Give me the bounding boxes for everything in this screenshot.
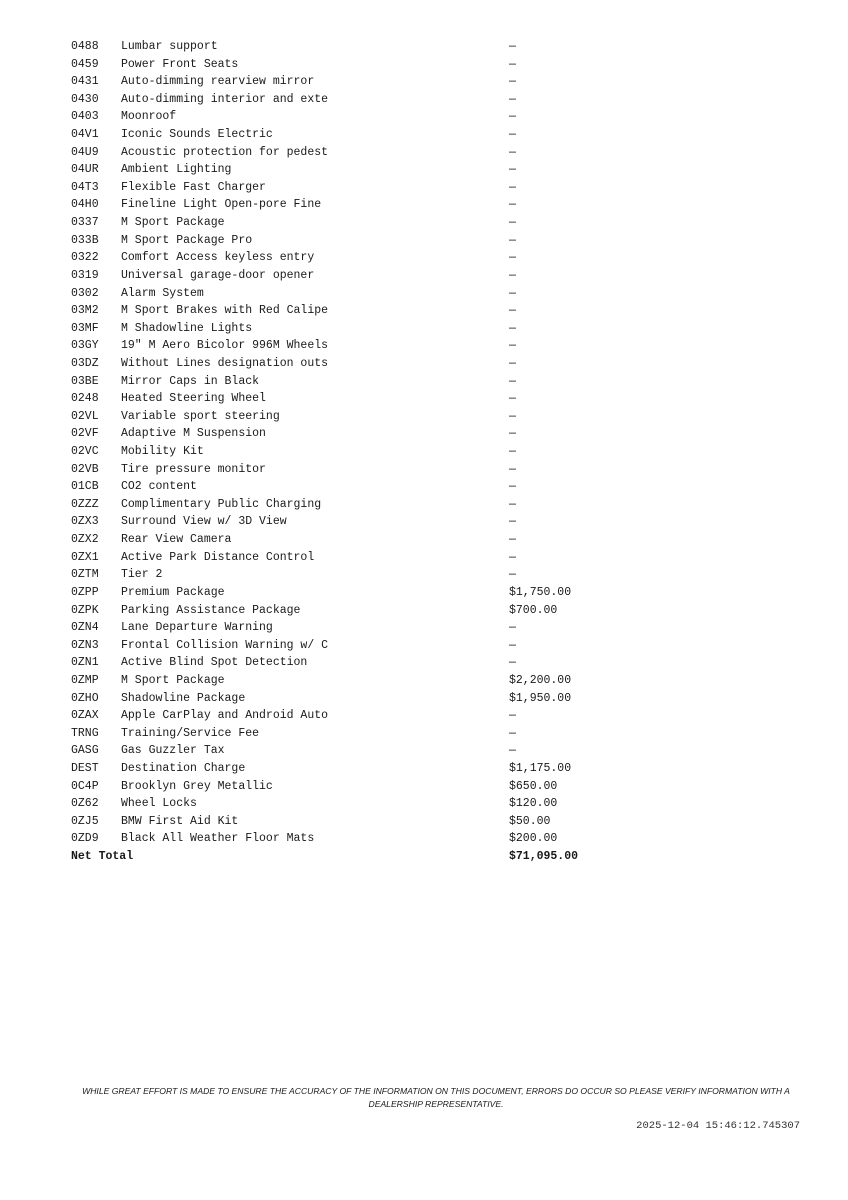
option-price: — xyxy=(509,638,516,652)
option-row xyxy=(71,654,631,672)
net-total-row xyxy=(71,848,631,866)
option-price: — xyxy=(509,57,516,71)
option-price: $1,750.00 xyxy=(509,585,572,599)
option-code: 04T3 xyxy=(71,180,99,194)
option-price: — xyxy=(509,726,516,740)
option-description: BMW First Aid Kit xyxy=(121,814,239,828)
option-row xyxy=(71,690,631,708)
option-code: 033B xyxy=(71,233,99,247)
option-row xyxy=(71,813,631,831)
option-description: Without Lines designation outs xyxy=(121,356,329,370)
option-code: 0ZHO xyxy=(71,691,99,705)
option-code: 0Z62 xyxy=(71,797,99,811)
option-description: M Sport Package xyxy=(121,216,225,230)
option-row xyxy=(71,531,631,549)
option-price: $120.00 xyxy=(509,797,558,811)
option-code: 0403 xyxy=(71,110,99,124)
option-code: 03BE xyxy=(71,374,99,388)
option-description: Power Front Seats xyxy=(121,57,239,71)
option-description: M Shadowline Lights xyxy=(121,321,253,335)
option-price: $50.00 xyxy=(509,814,551,828)
option-description: Universal garage-door opener xyxy=(121,268,315,282)
option-price: $2,200.00 xyxy=(509,673,572,687)
option-price: — xyxy=(509,374,516,388)
option-price: $700.00 xyxy=(509,603,558,617)
option-code: 0ZMP xyxy=(71,673,99,687)
option-description: Auto-dimming rearview mirror xyxy=(121,75,315,89)
option-description: Wheel Locks xyxy=(121,797,197,811)
option-price: — xyxy=(509,233,516,247)
option-row xyxy=(71,267,631,285)
option-code: 0ZX1 xyxy=(71,550,99,564)
option-price: — xyxy=(509,709,516,723)
option-row xyxy=(71,584,631,602)
option-code: 0248 xyxy=(71,392,99,406)
option-price: — xyxy=(509,515,516,529)
option-description: Complimentary Public Charging xyxy=(121,497,322,511)
option-description: Comfort Access keyless entry xyxy=(121,251,315,265)
option-price: — xyxy=(509,497,516,511)
option-description: Rear View Camera xyxy=(121,533,232,547)
option-price: — xyxy=(509,392,516,406)
option-price: — xyxy=(509,198,516,212)
option-row xyxy=(71,355,631,373)
option-price: $200.00 xyxy=(509,832,558,846)
option-description: Shadowline Package xyxy=(121,691,246,705)
option-code: 03M2 xyxy=(71,304,99,318)
option-row xyxy=(71,126,631,144)
option-row xyxy=(71,496,631,514)
option-price: — xyxy=(509,268,516,282)
option-description: Parking Assistance Package xyxy=(121,603,301,617)
option-description: M Sport Package Pro xyxy=(121,233,253,247)
option-price: — xyxy=(509,75,516,89)
option-row xyxy=(71,795,631,813)
option-code: 0459 xyxy=(71,57,99,71)
option-row xyxy=(71,38,631,56)
option-description: Tier 2 xyxy=(121,568,163,582)
option-code: 04UR xyxy=(71,163,99,177)
option-row xyxy=(71,108,631,126)
option-row xyxy=(71,196,631,214)
option-code: 04V1 xyxy=(71,128,99,142)
option-row xyxy=(71,637,631,655)
option-row xyxy=(71,337,631,355)
option-code: 0ZPP xyxy=(71,585,99,599)
option-description: Active Park Distance Control xyxy=(121,550,315,564)
option-price: — xyxy=(509,110,516,124)
option-description: Fineline Light Open-pore Fine xyxy=(121,198,322,212)
option-code: 0319 xyxy=(71,268,99,282)
option-row xyxy=(71,742,631,760)
option-row xyxy=(71,144,631,162)
option-code: 0ZX3 xyxy=(71,515,99,529)
option-row xyxy=(71,214,631,232)
option-price: — xyxy=(509,427,516,441)
option-row xyxy=(71,232,631,250)
option-price: — xyxy=(509,251,516,265)
option-row xyxy=(71,179,631,197)
option-description: Training/Service Fee xyxy=(121,726,260,740)
option-code: GASG xyxy=(71,744,99,758)
option-description: Premium Package xyxy=(121,585,225,599)
options-table xyxy=(71,38,631,866)
option-price: — xyxy=(509,656,516,670)
option-row xyxy=(71,161,631,179)
option-description: Auto-dimming interior and exte xyxy=(121,92,329,106)
option-description: Surround View w/ 3D View xyxy=(121,515,287,529)
option-row xyxy=(71,707,631,725)
option-price: — xyxy=(509,40,516,53)
option-description: Heated Steering Wheel xyxy=(121,392,266,406)
option-row xyxy=(71,461,631,479)
option-row xyxy=(71,425,631,443)
option-row xyxy=(71,285,631,303)
option-code: TRNG xyxy=(71,726,99,740)
option-price: — xyxy=(509,286,516,300)
options-list xyxy=(71,38,631,848)
option-price: — xyxy=(509,480,516,494)
option-code: 02VB xyxy=(71,462,99,476)
option-code: 0C4P xyxy=(71,779,99,793)
option-row xyxy=(71,478,631,496)
option-description: Flexible Fast Charger xyxy=(121,180,266,194)
option-row xyxy=(71,566,631,584)
option-code: 0302 xyxy=(71,286,99,300)
option-description: Lumbar support xyxy=(121,40,218,53)
option-row xyxy=(71,778,631,796)
option-row xyxy=(71,443,631,461)
option-price: — xyxy=(509,128,516,142)
option-row xyxy=(71,619,631,637)
option-description: M Sport Brakes with Red Calipe xyxy=(121,304,329,318)
option-row xyxy=(71,56,631,74)
option-code: 03DZ xyxy=(71,356,99,370)
option-row xyxy=(71,320,631,338)
net-total-label: Net Total xyxy=(71,850,134,864)
option-description: Variable sport steering xyxy=(121,409,280,423)
option-price: — xyxy=(509,744,516,758)
option-description: M Sport Package xyxy=(121,673,225,687)
option-price: — xyxy=(509,163,516,177)
net-total-spacer xyxy=(121,848,509,866)
option-price: — xyxy=(509,304,516,318)
option-description: Acoustic protection for pedest xyxy=(121,145,329,159)
disclaimer-text: WHILE GREAT EFFORT IS MADE TO ENSURE THE ACCURACY OF THE INFORMATION ON THIS DOCUMENT, ERRORS DO OCCUR SO PLEASE VERIFY INFORMATION WITH A DEALERSHIP REPRESENTATIVE. xyxy=(82,1086,790,1109)
option-price: — xyxy=(509,533,516,547)
option-description: Moonroof xyxy=(121,110,177,124)
option-price: $1,175.00 xyxy=(509,761,572,775)
option-price: — xyxy=(509,216,516,230)
option-code: 0ZJ5 xyxy=(71,814,99,828)
option-code: 0ZN1 xyxy=(71,656,99,670)
option-description: Lane Departure Warning xyxy=(121,621,273,635)
option-code: 02VL xyxy=(71,409,99,423)
option-description: Gas Guzzler Tax xyxy=(121,744,225,758)
option-code: 02VF xyxy=(71,427,99,441)
option-code: 0ZD9 xyxy=(71,832,99,846)
option-code: 03GY xyxy=(71,339,99,353)
option-row xyxy=(71,390,631,408)
option-description: Brooklyn Grey Metallic xyxy=(121,779,273,793)
option-description: Iconic Sounds Electric xyxy=(121,128,273,142)
option-description: Destination Charge xyxy=(121,761,246,775)
option-code: 0ZN4 xyxy=(71,621,99,635)
option-code: 0430 xyxy=(71,92,99,106)
option-code: 04H0 xyxy=(71,198,99,212)
option-code: 0322 xyxy=(71,251,99,265)
option-code: 0488 xyxy=(71,40,99,53)
option-price: — xyxy=(509,568,516,582)
option-code: 02VC xyxy=(71,445,99,459)
option-code: 0ZZZ xyxy=(71,497,99,511)
option-row xyxy=(71,760,631,778)
option-code: 01CB xyxy=(71,480,99,494)
option-price: — xyxy=(509,180,516,194)
option-row xyxy=(71,830,631,848)
option-description: CO2 content xyxy=(121,480,197,494)
option-code: 0ZN3 xyxy=(71,638,99,652)
option-price: — xyxy=(509,339,516,353)
option-description: Black All Weather Floor Mats xyxy=(121,832,315,846)
option-description: 19" M Aero Bicolor 996M Wheels xyxy=(121,339,329,353)
option-row xyxy=(71,73,631,91)
option-description: Ambient Lighting xyxy=(121,163,232,177)
option-price: — xyxy=(509,409,516,423)
option-description: Adaptive M Suspension xyxy=(121,427,266,441)
option-code: 0431 xyxy=(71,75,99,89)
print-timestamp: 2025-12-04 15:46:12.745307 xyxy=(636,1120,800,1132)
option-description: Mirror Caps in Black xyxy=(121,374,260,388)
option-row xyxy=(71,373,631,391)
option-row xyxy=(71,408,631,426)
option-price: $1,950.00 xyxy=(509,691,572,705)
option-row xyxy=(71,672,631,690)
option-price: — xyxy=(509,621,516,635)
option-description: Mobility Kit xyxy=(121,445,204,459)
option-code: 04U9 xyxy=(71,145,99,159)
option-price: — xyxy=(509,462,516,476)
option-row xyxy=(71,513,631,531)
option-code: 0ZAX xyxy=(71,709,99,723)
option-price: — xyxy=(509,550,516,564)
option-description: Tire pressure monitor xyxy=(121,462,266,476)
option-row xyxy=(71,91,631,109)
option-code: 0ZPK xyxy=(71,603,99,617)
option-code: 03MF xyxy=(71,321,99,335)
option-price: — xyxy=(509,321,516,335)
option-description: Frontal Collision Warning w/ C xyxy=(121,638,329,652)
option-price: $650.00 xyxy=(509,779,558,793)
option-row xyxy=(71,549,631,567)
option-price: — xyxy=(509,356,516,370)
option-row xyxy=(71,602,631,620)
option-price: — xyxy=(509,92,516,106)
option-description: Active Blind Spot Detection xyxy=(121,656,308,670)
option-code: 0ZX2 xyxy=(71,533,99,547)
option-code: DEST xyxy=(71,761,99,775)
option-price: — xyxy=(509,445,516,459)
option-description: Apple CarPlay and Android Auto xyxy=(121,709,329,723)
option-row xyxy=(71,725,631,743)
option-row xyxy=(71,302,631,320)
option-row xyxy=(71,249,631,267)
option-code: 0ZTM xyxy=(71,568,99,582)
net-total-amount: $71,095.00 xyxy=(509,850,579,864)
option-price: — xyxy=(509,145,516,159)
option-code: 0337 xyxy=(71,216,99,230)
option-description: Alarm System xyxy=(121,286,204,300)
